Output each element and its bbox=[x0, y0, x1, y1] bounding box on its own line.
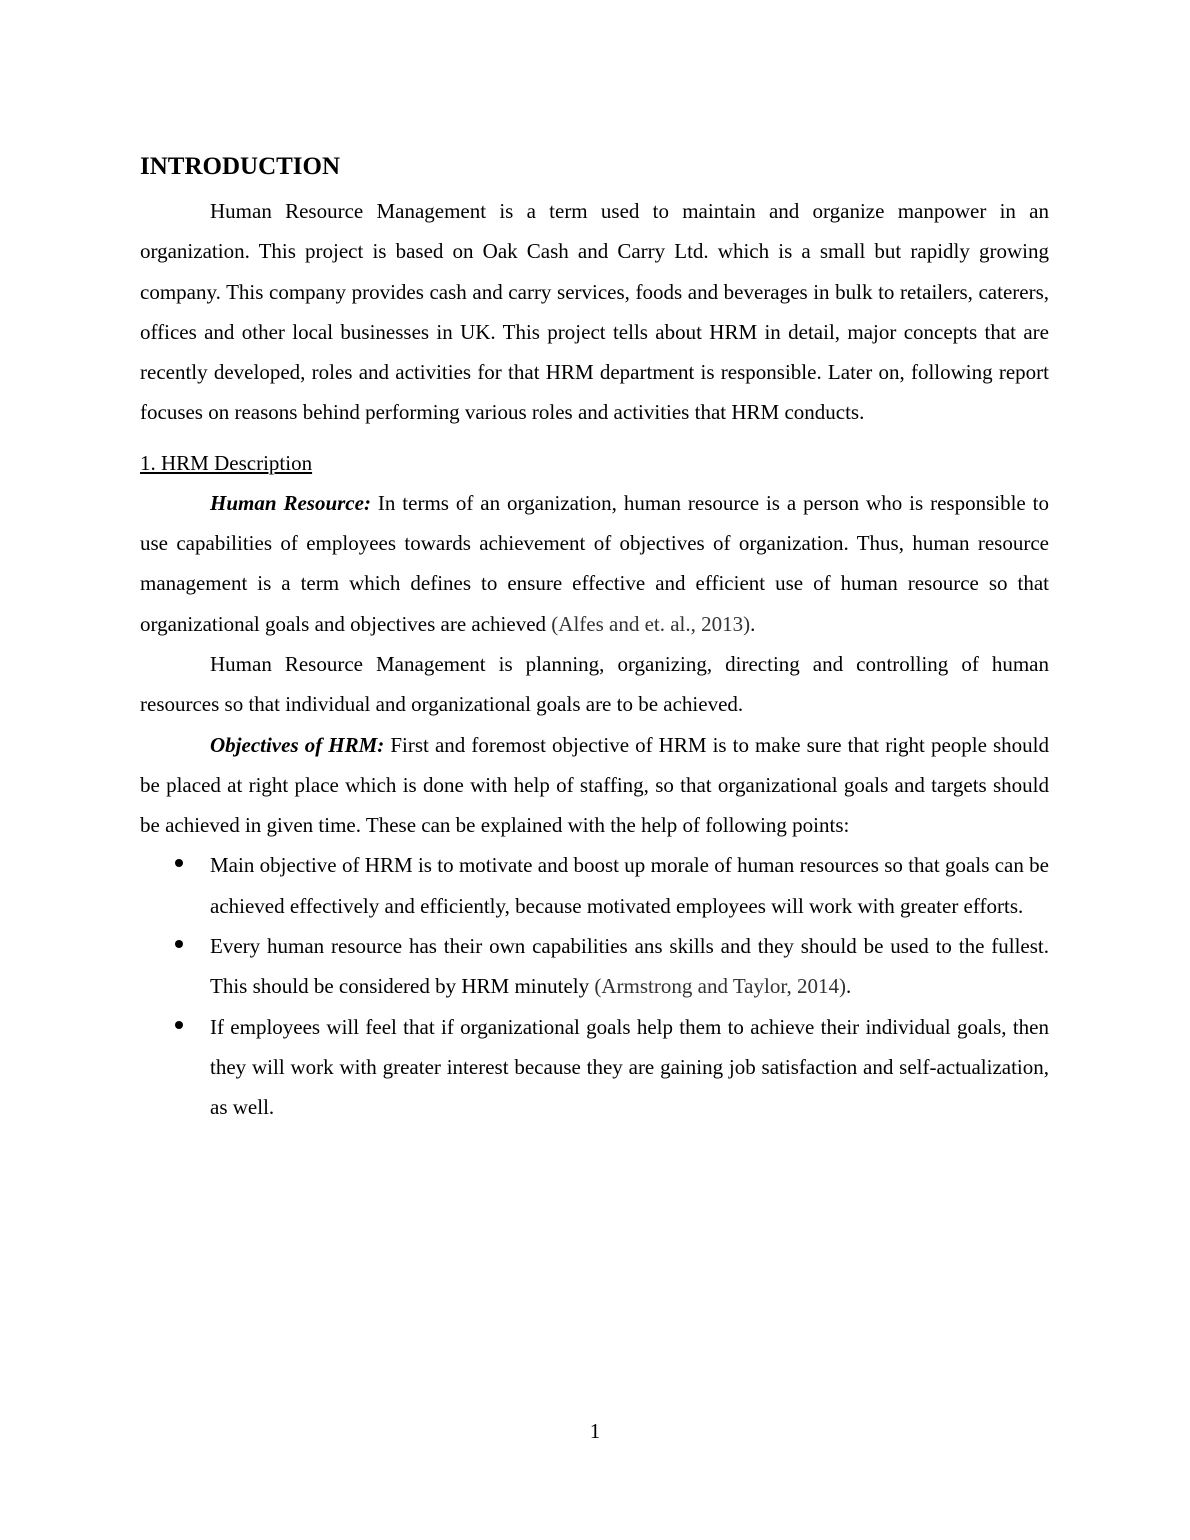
objectives-lead: Objectives of HRM: bbox=[210, 732, 385, 757]
bullet-icon bbox=[175, 1021, 183, 1029]
page-number: 1 bbox=[589, 1419, 601, 1443]
bullet-end: . bbox=[845, 974, 852, 999]
list-item bbox=[140, 1007, 1049, 1128]
list-item bbox=[140, 845, 1049, 926]
human-resource-lead: Human Resource: bbox=[210, 490, 371, 515]
human-resource-text: In terms of an organization, human resource is a person who is responsible to use capabilities of employees towards achievement of objectives of organization. Thus, human resource management is a term which defines to ensure effective and efficient use of human resource so that organizational goals and objectives are achieved bbox=[140, 490, 1049, 636]
bullet-icon bbox=[175, 859, 183, 867]
human-resource-end: . bbox=[750, 611, 756, 636]
list-item bbox=[140, 926, 1049, 1007]
bullet-text: Main objective of HRM is to motivate and boost up morale of human resources so that goals can be achieved effectively and efficiently, because motivated employees will work with greater efforts. bbox=[210, 853, 1049, 918]
bullet-icon bbox=[175, 940, 183, 948]
hrm-definition-paragraph: Human Resource Management is planning, organizing, directing and controlling of human resources so that individual and organizational goals are to be achieved. bbox=[140, 651, 1049, 717]
bullet-text: If employees will feel that if organizational goals help them to achieve their individual goals, then they will work with greater interest because they are gaining job satisfaction and self-actualization, as well. bbox=[210, 1014, 1049, 1120]
page-content bbox=[140, 150, 1049, 1128]
bullet-text: Every human resource has their own capabilities ans skills and they should be used to the fullest. This should be considered by HRM minutely bbox=[210, 934, 1049, 999]
citation-armstrong: (Armstrong and Taylor, 2014) bbox=[594, 974, 846, 999]
objectives-paragraph bbox=[140, 725, 1049, 846]
intro-paragraph: Human Resource Management is a term used to maintain and organize manpower in an organization. This project is based on Oak Cash and Carry Ltd. which is a small but rapidly growing company. This company provides cash and carry services, foods and beverages in bulk to retailers, caterers, offices and other local businesses in UK. This project tells about HRM in detail, major concepts that are recently developed, roles and activities for that HRM department is responsible. Later on, following report focuses on reasons behind performing various roles and activities that HRM conducts. bbox=[140, 199, 1049, 425]
objectives-text: First and foremost objective of HRM is to make sure that right people should be placed at right place which is done with help of staffing, so that organizational goals and targets should be achieved in given time. These can be explained with the help of following points: bbox=[140, 732, 1050, 838]
objectives-bullet-list bbox=[140, 845, 1049, 1127]
subsection-title-hrm-description: 1. HRM Description bbox=[140, 450, 313, 475]
citation-alfes: (Alfes and et. al., 2013) bbox=[551, 611, 751, 636]
human-resource-paragraph bbox=[140, 483, 1049, 644]
section-heading-introduction: INTRODUCTION bbox=[140, 153, 341, 180]
